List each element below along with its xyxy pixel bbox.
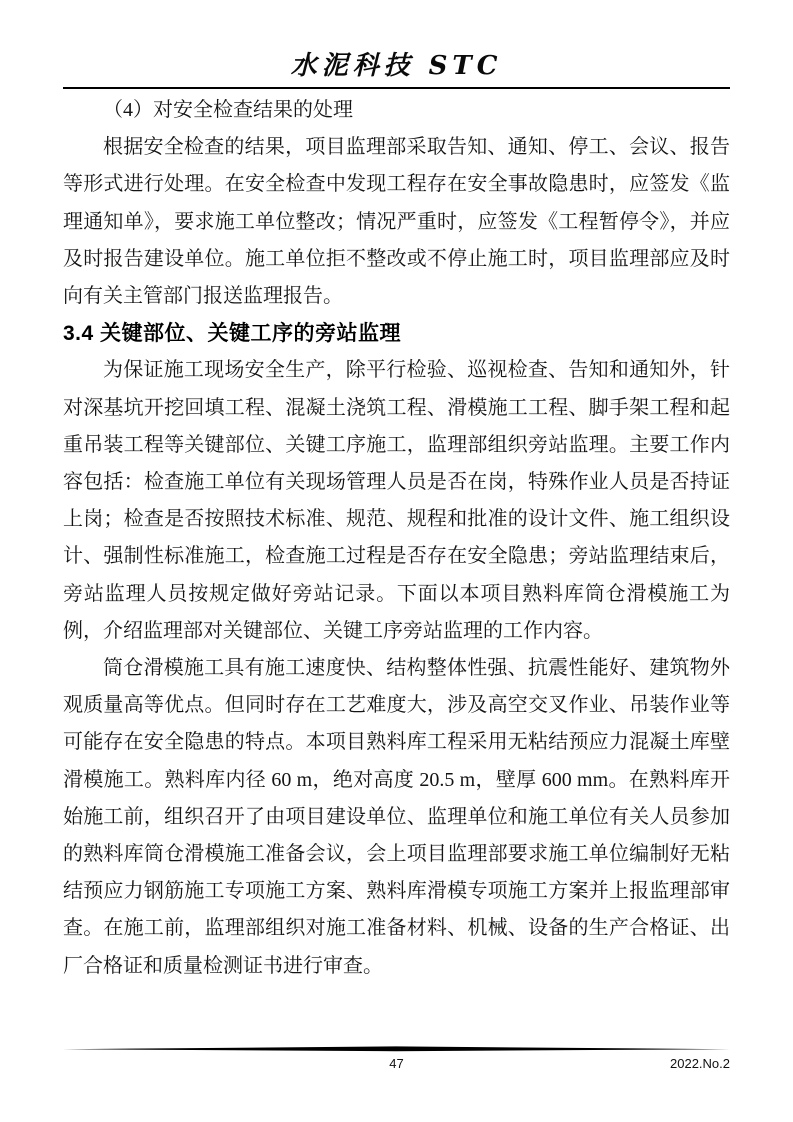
- paragraph-silo-slipform: 筒仓滑模施工具有施工速度快、结构整体性强、抗震性能好、建筑物外观质量高等优点。但同时存在工艺难度大，涉及高空交叉作业、吊装作业等可能存在安全隐患的特点。本项目熟料库工程采用无粘结预应力混凝土库壁滑模施工。熟料库内径 60 m，绝对高度 20.5 m，壁厚 600 mm。在熟料库开始施工前，组织召开了由项目建设单位、监理单位和施工单位有关人员参加的熟料库筒仓滑模施工准备会议，会上项目监理部要求施工单位编制好无粘结预应力钢筋施工专项施工方案、熟料库滑模专项施工方案并上报监理部审查。在施工前，监理部组织对施工准备材料、机械、设备的生产合格证、出厂合格证和质量检测证书进行审查。: [63, 657, 730, 977]
- footer-tapered-rule: [63, 1046, 730, 1052]
- page-number: 47: [389, 1056, 404, 1071]
- paragraph-side-supervision: 为保证施工现场安全生产，除平行检验、巡视检查、告知和通知外，针对深基坑开挖回填工程、混凝土浇筑工程、滑模施工工程、脚手架工程和起重吊装工程等关键部位、关键工序施工，监理部组织旁站监理。主要工作内容包括：检查施工单位有关现场管理人员是否在岗，特殊作业人员是否持证上岗；检查是否按照技术标准、规范、规程和批准的设计文件、施工组织设计、强制性标准施工，检查施工过程是否存在安全隐患；旁站监理结束后，旁站监理人员按规定做好旁站记录。下面以本项目熟料库筒仓滑模施工为例，介绍监理部对关键部位、关键工序旁站监理的工作内容。: [63, 359, 730, 642]
- header-rule: [63, 87, 730, 89]
- document-body: [63, 92, 730, 985]
- page-header: [63, 0, 730, 89]
- paragraph-safety-result: 根据安全检查的结果，项目监理部采取告知、通知、停工、会议、报告等形式进行处理。在安全检查中发现工程存在安全事故隐患时，应签发《监理通知单》，要求施工单位整改；情况严重时，应签发《工程暂停令》，并应及时报告建设单位。施工单位拒不整改或不停止施工时，项目监理部应及时向有关主管部门报送监理报告。: [63, 136, 730, 308]
- page-footer: [63, 1046, 730, 1073]
- issue-number: 2022.No.2: [670, 1056, 730, 1071]
- subsection-label: （4）对安全检查结果的处理: [103, 99, 353, 121]
- journal-title: 水泥科技 STC: [290, 51, 503, 81]
- section-heading-3-4: 3.4 关键部位、关键工序的旁站监理: [63, 322, 402, 346]
- footer-row: [63, 1055, 730, 1073]
